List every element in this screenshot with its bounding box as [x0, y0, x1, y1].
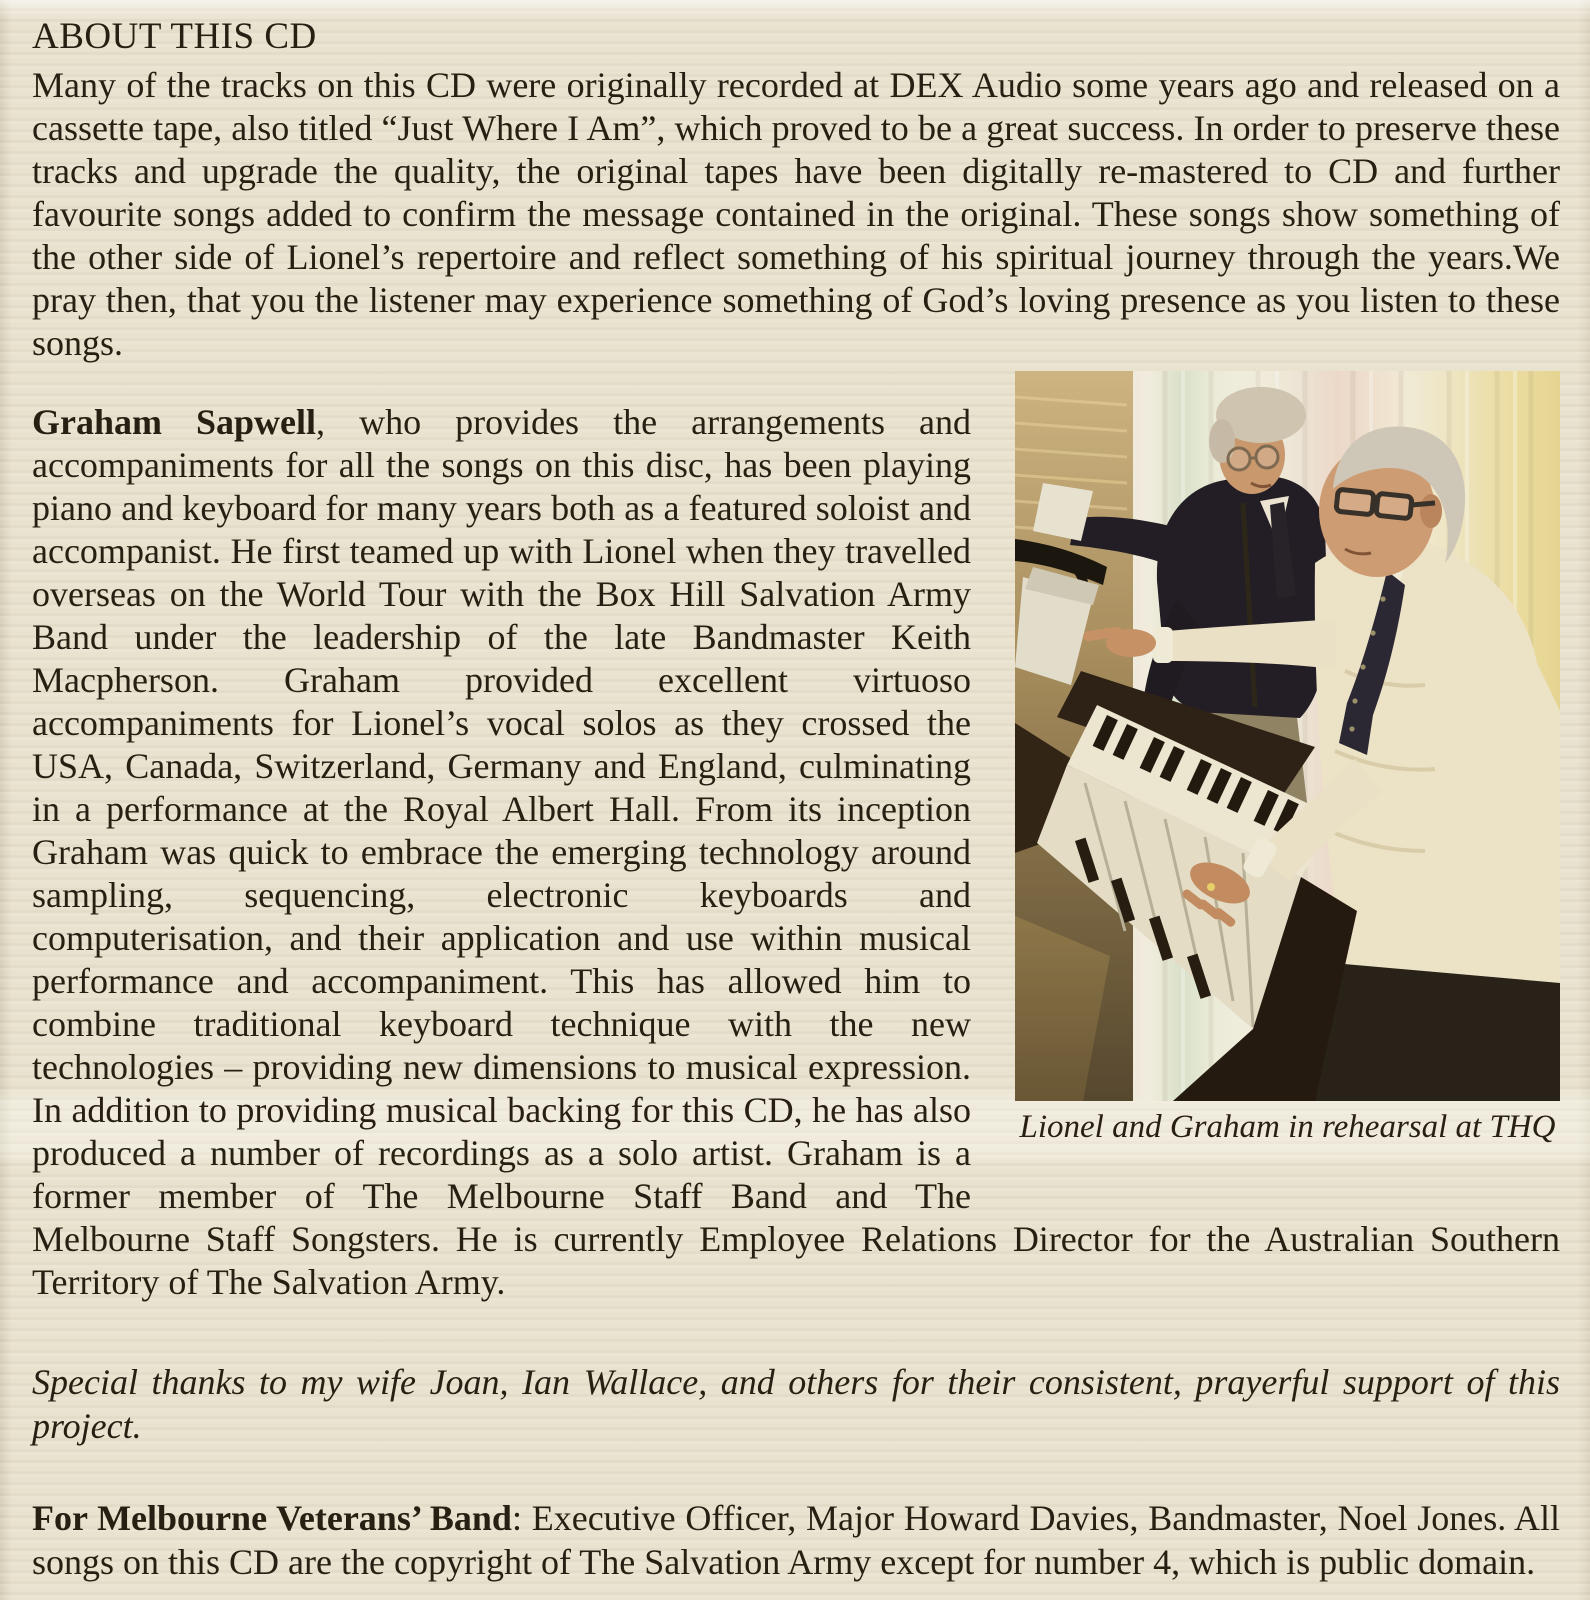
sepia-overlay: [1015, 371, 1560, 1101]
bio-body-text: , who provides the arrangements and accompaniments for all the songs on this disc, has been playing piano and keyboard for many years both as a featured soloist and accompanist. He first teamed up with Lionel when they travelled overseas on the World Tour with the Box Hill Salvation Army Band under the leadership of the late Bandmaster Keith Macpherson. Graham provided excellent virtuoso accompaniments for Lionel’s vocal solos as they crossed the USA, Canada, Switzerland, Germany and England, culminating in a performance at the Royal Albert Hall. From its inception Graham was quick to embrace the emerging technology around sampling, sequencing, electronic keyboards and computerisation, and their application and use within musical performance and accompaniment. This has allowed him to combine traditional keyboard technique with the new technologies – providing new dimensions to musical expression. In addition to providing musical backing for this CD, he has also produced a number of recordings as a solo artist. Graham is a former member of The Melbourne Staff Band and The Melbourne Staff Songsters. He is currently Employee Relations Director for the Australian Southern Territory of The Salvation Army.: [32, 402, 1560, 1302]
intro-paragraph: Many of the tracks on this CD were originally recorded at DEX Audio some years ago and released on a cassette tape, also titled “Just Where I Am”, which proved to be a great success. In order to preserve these tracks and upgrade the quality, the original tapes have been digitally re-mastered to CD and further favourite songs added to confirm the message contained in the original. These songs show something of the other side of Lionel’s repertoire and reflect something of his spiritual journey through the years.We pray then, that you the listener may experience something of God’s loving presence as you listen to these songs.: [32, 65, 1560, 363]
bio-lead-name: Graham Sapwell: [32, 402, 317, 442]
credits-lead: For Melbourne Veterans’ Band: [32, 1498, 512, 1538]
bio-section: [32, 401, 1560, 1340]
thanks-paragraph: Special thanks to my wife Joan, Ian Wallace, and others for their consistent, prayerful support of this project.: [32, 1362, 1560, 1446]
credits-body-text: : Executive Officer, Major Howard Davies, Bandmaster, Noel Jones. All songs on this CD are the copyright of The Salvation Army except for number 4, which is public domain.: [32, 1498, 1561, 1582]
photo-caption: Lionel and Graham in rehearsal at THQ: [1019, 1109, 1556, 1145]
rehearsal-photo: [1015, 371, 1560, 1101]
credits-paragraph: [32, 1496, 1560, 1584]
rehearsal-photo-figure: [1015, 371, 1560, 1149]
page-title: ABOUT THIS CD: [32, 16, 317, 57]
